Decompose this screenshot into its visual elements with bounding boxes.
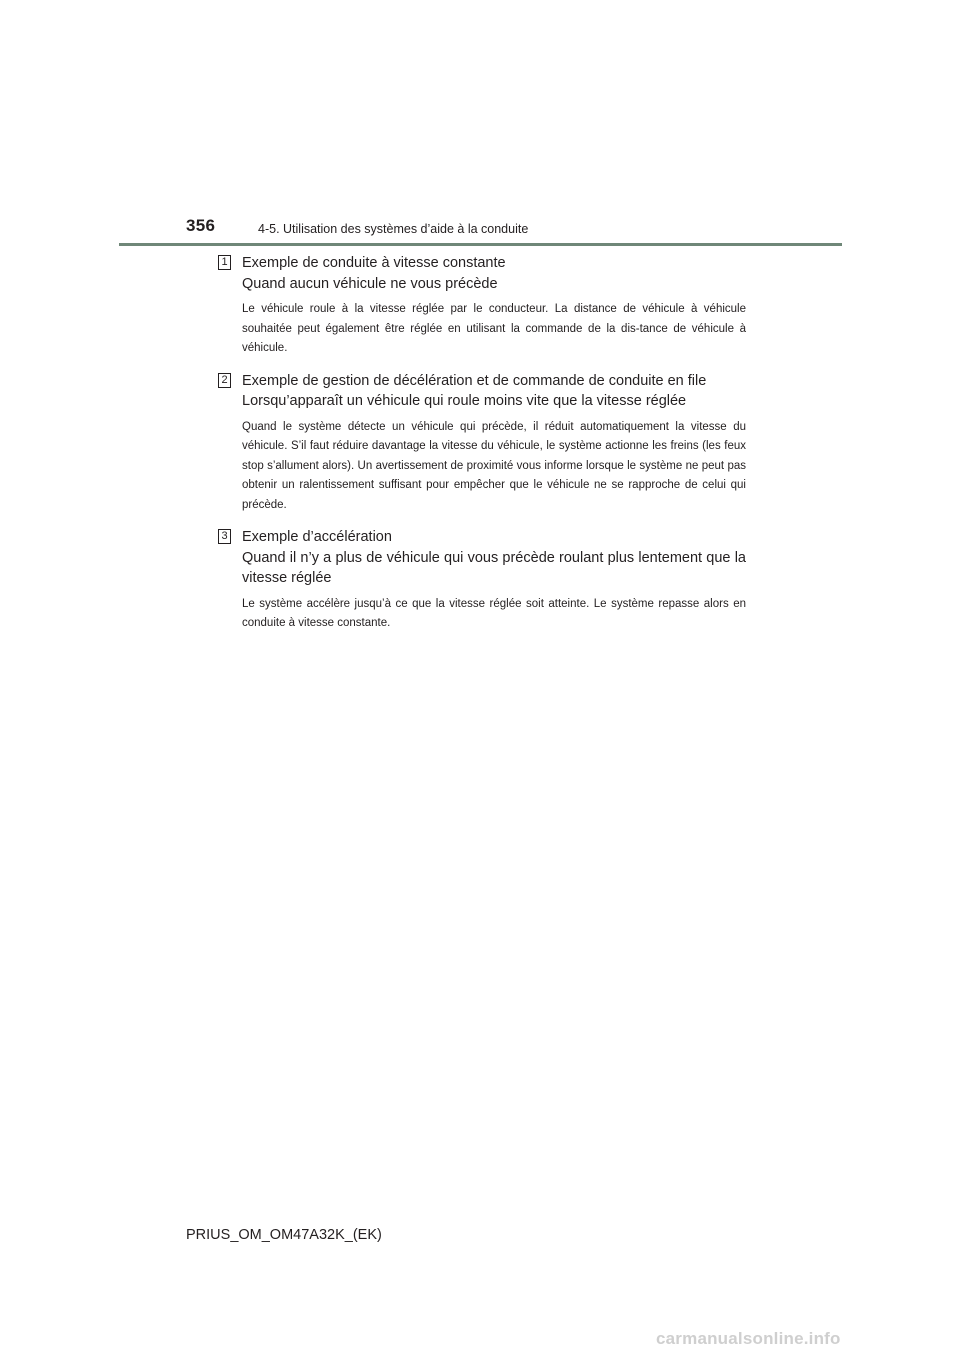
header-divider [119,243,842,246]
item-heading-line1: Exemple d’accélération [242,529,392,545]
item-heading [242,527,746,589]
page-number: 356 [186,216,216,235]
list-item-1 [218,253,746,359]
content-area [218,253,746,634]
document-id: PRIUS_OM_OM47A32K_(EK) [186,1227,382,1243]
item-number-badge: 1 [218,255,231,270]
list-item-3 [218,527,746,634]
item-heading [242,371,746,412]
item-heading [242,253,746,294]
item-body: Quand le système détecte un véhicule qui précède, il réduit automatiquement la vitesse du véhicule. S’il faut réduire davantage la vitesse du véhicule, le système actionne les freins (les feux stop s’allument alors). Un avertissement de proximité vous informe lorsque le système ne peut pas obtenir un ralentissement suffisant pour empêcher que le véhicule ne se rapproche de celui qui précède. [242,420,746,511]
item-heading-line1: Exemple de gestion de décélération et de commande de conduite en file [242,372,707,389]
item-number-badge: 3 [218,529,231,544]
list-item-2 [218,371,746,516]
item-heading-line2: Quand aucun véhicule ne vous précède [242,275,498,292]
item-body: Le système accélère jusqu’à ce que la vitesse réglée soit atteinte. Le système repasse alors en conduite à vitesse constante. [242,597,746,629]
item-heading-line2: Quand il n’y a plus de véhicule qui vous précède roulant plus lentement que la vitesse réglée [242,549,746,586]
watermark: carmanualsonline.info [656,1329,841,1348]
item-body: Le véhicule roule à la vitesse réglée par le conducteur. La distance de véhicule à véhicule souhaitée peut également être réglée en utilisant la commande de la dis-tance de véhicule à véhicule. [242,303,746,354]
item-number-badge: 2 [218,373,231,388]
item-heading-line1: Exemple de conduite à vitesse constante [242,255,506,271]
item-heading-line2: Lorsqu’apparaît un véhicule qui roule moins vite que la vitesse réglée [242,393,687,409]
section-title: 4-5. Utilisation des systèmes d’aide à la conduite [258,222,529,236]
